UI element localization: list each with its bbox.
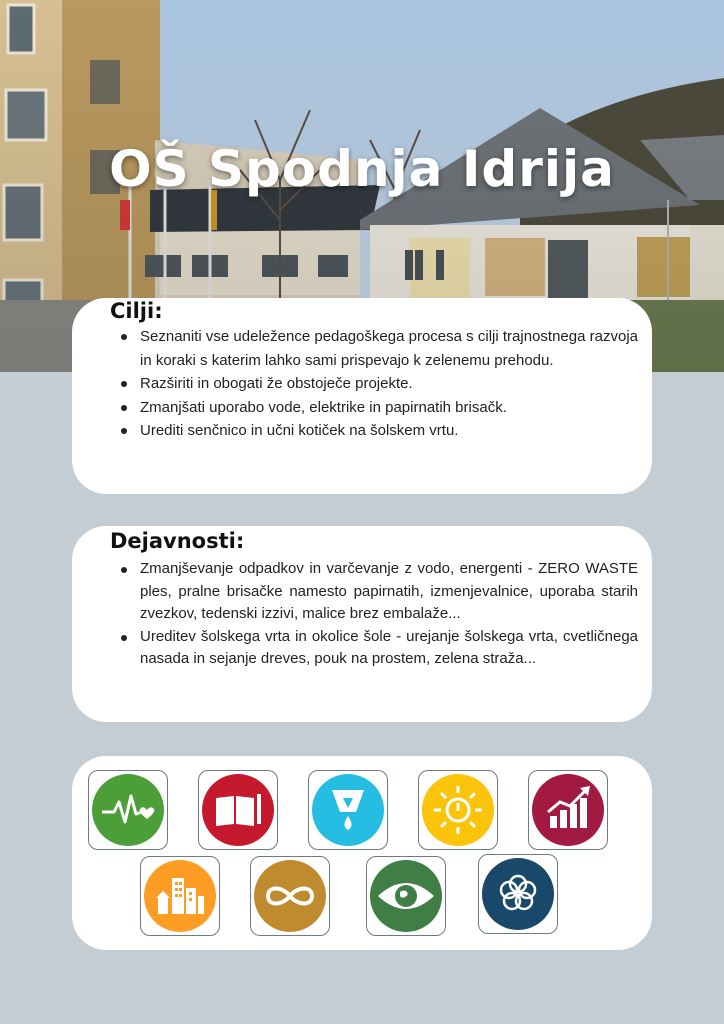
sdg-responsible-consumption-icon: [250, 856, 330, 936]
goal-item: Seznaniti vse udeležence pedagoškega procesa s cilji trajnostnega razvoja in koraki s katerim lahko sami prispevajo k zelenemu prehodu.: [140, 325, 638, 372]
sdg-partnerships-icon: [478, 854, 558, 934]
activities-list: [120, 558, 638, 671]
sdg-icons-card: [72, 756, 652, 950]
goals-list: [120, 325, 638, 443]
activities-heading: Dejavnosti:: [110, 529, 245, 553]
sdg-climate-action-icon: [366, 856, 446, 936]
sdg-good-health-icon: [88, 770, 168, 850]
sdg-quality-education-icon: [198, 770, 278, 850]
sdg-economic-growth-icon: [528, 770, 608, 850]
page-title: OŠ Spodnja Idrija: [109, 140, 615, 198]
sdg-clean-water-icon: [308, 770, 388, 850]
sdg-sustainable-cities-icon: [140, 856, 220, 936]
goals-card: [72, 298, 652, 494]
goal-item: Razširiti in obogati že obstoječe projekte.: [140, 372, 638, 396]
activities-card: [72, 526, 652, 722]
activity-item: Zmanjševanje odpadkov in varčevanje z vodo, energenti - ZERO WASTE ples, pralne brisačke namesto papirnatih, izmenjevalnice, uporaba starih zvezkov, tedenski izzivi, malice brez embalaže...: [140, 558, 638, 626]
sdg-clean-energy-icon: [418, 770, 498, 850]
goal-item: Urediti senčnico in učni kotiček na šolskem vrtu.: [140, 419, 638, 443]
activity-item: Ureditev šolskega vrta in okolice šole - urejanje šolskega vrta, cvetličnega nasada in sejanje dreves, pouk na prostem, zelena straža...: [140, 626, 638, 671]
goal-item: Zmanjšati uporabo vode, elektrike in papirnatih brisačk.: [140, 396, 638, 420]
goals-heading: Cilji:: [110, 299, 163, 323]
